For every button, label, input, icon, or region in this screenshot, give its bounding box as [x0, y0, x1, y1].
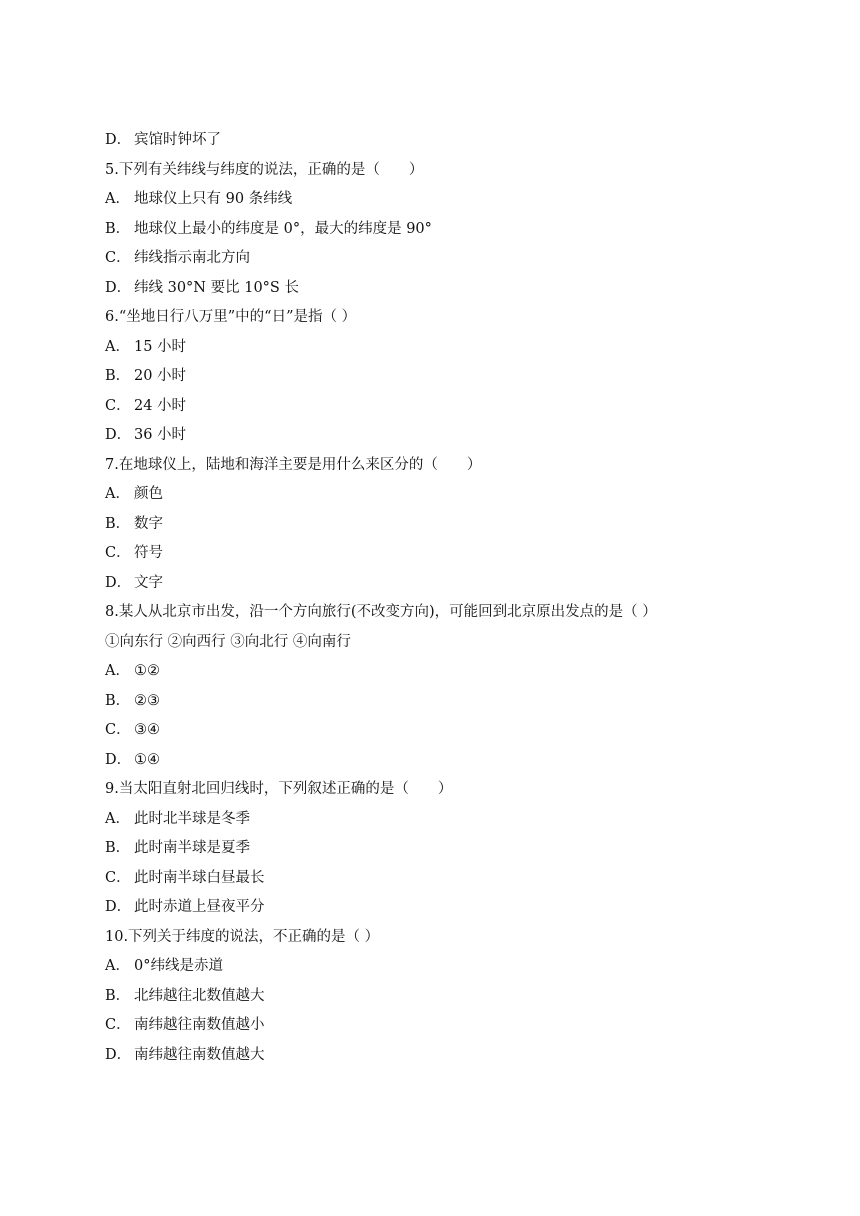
answer-option: [105, 864, 765, 894]
question-text: ①向东行 ②向西行 ③向北行 ④向南行: [105, 633, 351, 650]
option-text: 纬线 30°N 要比 10°S 长: [134, 279, 299, 296]
answer-option: [105, 657, 765, 687]
option-letter: A．: [105, 663, 130, 679]
question-text: 5.下列有关纬线与纬度的说法，正确的是（ ）: [105, 161, 424, 178]
option-letter: B．: [105, 692, 131, 709]
option-text: 地球仪上只有 90 条纬线: [134, 191, 293, 207]
answer-option: [105, 716, 765, 746]
document-page: [105, 126, 765, 1070]
option-letter: B．: [105, 515, 131, 532]
answer-option: [105, 126, 765, 156]
option-letter: B．: [105, 840, 131, 856]
question-text: 10.下列关于纬度的说法，不正确的是（ ）: [105, 928, 380, 945]
option-letter: D．: [105, 427, 132, 443]
option-letter: C．: [105, 722, 131, 738]
option-text: ②③: [134, 692, 160, 709]
answer-option: [105, 421, 765, 451]
answer-option: [105, 952, 765, 982]
option-text: 北纬越往北数值越大: [134, 987, 265, 1004]
question-text: 7.在地球仪上，陆地和海洋主要是用什么来区分的（ ）: [105, 456, 482, 473]
answer-option: [105, 244, 765, 274]
answer-option: [105, 185, 765, 215]
option-text: ①②: [134, 663, 160, 679]
question-text: 9.当太阳直射北回归线时，下列叙述正确的是（ ）: [105, 781, 453, 797]
answer-option: [105, 982, 765, 1012]
question-text: 6.“坐地日行八万里”中的“日”是指（ ）: [105, 309, 357, 325]
option-text: 纬线指示南北方向: [134, 250, 250, 266]
answer-option: [105, 539, 765, 569]
option-text: 15 小时: [134, 338, 187, 355]
option-text: 宾馆时钟坏了: [134, 132, 221, 148]
option-text: 南纬越往南数值越小: [134, 1017, 265, 1033]
option-letter: C．: [105, 250, 131, 266]
option-text: ③④: [134, 722, 160, 738]
option-letter: A．: [105, 958, 130, 974]
answer-option: [105, 274, 765, 304]
question-text: 8.某人从北京市出发，沿一个方向旅行(不改变方向)，可能回到北京原出发点的是（ ）: [105, 604, 657, 620]
answer-option: [105, 1011, 765, 1041]
option-letter: D．: [105, 132, 132, 148]
option-letter: D．: [105, 574, 132, 591]
option-text: 地球仪上最小的纬度是 0°，最大的纬度是 90°: [134, 220, 432, 237]
option-letter: D．: [105, 279, 132, 296]
option-text: 此时北半球是冬季: [134, 810, 250, 827]
answer-option: [105, 480, 765, 510]
option-text: 数字: [134, 515, 163, 532]
option-letter: A．: [105, 338, 130, 355]
option-letter: A．: [105, 486, 130, 502]
option-text: 36 小时: [134, 427, 187, 443]
answer-option: [105, 1041, 765, 1071]
answer-option: [105, 333, 765, 363]
option-text: ①④: [134, 751, 160, 768]
option-text: 0°纬线是赤道: [134, 958, 223, 974]
option-letter: C．: [105, 397, 131, 414]
option-text: 南纬越往南数值越大: [134, 1046, 265, 1063]
option-letter: D．: [105, 899, 132, 915]
option-letter: D．: [105, 1046, 132, 1063]
option-letter: D．: [105, 751, 132, 768]
option-letter: C．: [105, 869, 131, 886]
answer-option: [105, 569, 765, 599]
answer-option: [105, 510, 765, 540]
option-text: 此时赤道上昼夜平分: [134, 899, 265, 915]
answer-option: [105, 392, 765, 422]
option-text: 此时南半球白昼最长: [134, 869, 265, 886]
answer-option: [105, 746, 765, 776]
option-text: 颜色: [134, 486, 163, 502]
option-letter: B．: [105, 220, 131, 237]
option-letter: C．: [105, 545, 131, 561]
answer-option: [105, 687, 765, 717]
answer-option: [105, 805, 765, 835]
answer-option: [105, 362, 765, 392]
option-text: 此时南半球是夏季: [134, 840, 250, 856]
option-text: 文字: [134, 574, 163, 591]
answer-option: [105, 893, 765, 923]
answer-option: [105, 834, 765, 864]
option-text: 24 小时: [134, 397, 187, 414]
option-letter: B．: [105, 368, 131, 384]
answer-option: [105, 215, 765, 245]
option-letter: B．: [105, 987, 131, 1004]
option-text: 符号: [134, 545, 163, 561]
option-text: 20 小时: [134, 368, 187, 384]
option-letter: A．: [105, 810, 130, 827]
option-letter: C．: [105, 1017, 131, 1033]
option-letter: A．: [105, 191, 130, 207]
